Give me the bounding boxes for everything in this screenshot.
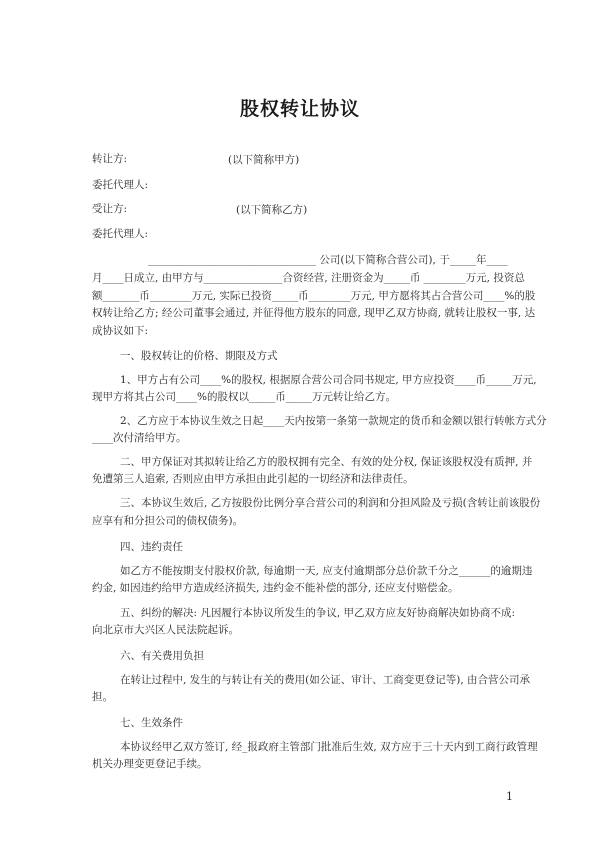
- transferee-line: [92, 202, 524, 216]
- section-heading: 四、违约责任: [120, 541, 183, 553]
- transferor-label: 转让方:: [92, 153, 128, 165]
- preamble-line: 额_______币________万元, 实际已投资_____币________万元, 甲方愿将其占合营公司____%的股: [92, 290, 536, 302]
- clause-line: 机关办理变更登记手续。: [92, 758, 208, 770]
- preamble-line: 权转让给乙方; 经公司董事会通过, 并征得他方股东的同意, 现甲乙双方协商, 就转让股权一事, 达: [92, 307, 536, 319]
- clause-line: 本协议经甲乙双方签订, 经_报政府主管部门批准后生效, 双方应于三十天内到工商行政管理: [120, 741, 538, 753]
- preamble-line: 月____日成立, 由甲方与_______________合资经营, 注册资金为_____币 ________万元, 投资总: [92, 272, 525, 284]
- clause-line: ____次付清给甲方。: [92, 432, 187, 444]
- preamble-line: 成协议如下:: [92, 325, 149, 337]
- clause-line: 免遭第三人追索, 否则应由甲方承担由此引起的一切经济和法律责任。: [92, 473, 414, 485]
- clause-line: 应享有和分担公司的债权债务)。: [92, 515, 244, 527]
- transferor-line: [92, 152, 524, 166]
- section-heading: 七、生效条件: [120, 717, 183, 729]
- clause-line: 现甲方将其占公司____%的股权以_____币_____万元转让给乙方。: [92, 391, 396, 403]
- clause-line: 如乙方不能按期支付股权价款, 每逾期一天, 应支付逾期部分总价款千分之______的逾期违: [120, 565, 533, 577]
- transferee-agent-label: 委托代理人:: [92, 228, 149, 240]
- clause-line: 二、甲方保证对其拟转让给乙方的股权拥有完全、有效的处分权, 保证该股权没有质押, 并: [120, 456, 533, 468]
- transferor-note: (以下简称甲方): [228, 154, 300, 166]
- transferor-agent-label: 委托代理人:: [92, 179, 149, 191]
- clause-line: 2、乙方应于本协议生效之日起____天内按第一条第一款规定的货币和金额以银行转帐方式分: [120, 415, 547, 427]
- clause-line: 1、甲方占有公司____%的股权, 根据原合营公司合同书规定, 甲方应投资____币_____万元,: [120, 374, 537, 386]
- transferee-label: 受让方:: [92, 203, 128, 215]
- clause-line: 三、本协议生效后, 乙方按股份比例分享合营公司的利润和分担风险及亏损(含转让前该股份: [120, 497, 541, 509]
- section-heading: 一、股权转让的价格、期限及方式: [120, 350, 278, 362]
- preamble-line: ________________________________ 公司(以下简称合营公司), 于_____年____: [148, 254, 508, 266]
- clause-line: 担。: [92, 691, 113, 703]
- transferee-note: (以下简称乙方): [236, 204, 308, 216]
- clause-line: 向北京市大兴区人民法院起诉。: [92, 624, 239, 636]
- page-number: 1: [506, 790, 513, 803]
- clause-line: 在转让过程中, 发生的与转让有关的费用(如公证、审计、工商变更登记等), 由合营公司承: [120, 674, 531, 686]
- clause-line: 五、纠纷的解决: 凡因履行本协议所发生的争议, 甲乙双方应友好协商解决如协商不成:: [120, 607, 516, 619]
- document-title: 股权转让协议: [239, 98, 360, 120]
- clause-line: 约金, 如因违约给甲方造成经济损失, 违约金不能补偿的部分, 还应支付赔偿金。: [92, 582, 459, 594]
- section-heading: 六、有关费用负担: [120, 650, 204, 662]
